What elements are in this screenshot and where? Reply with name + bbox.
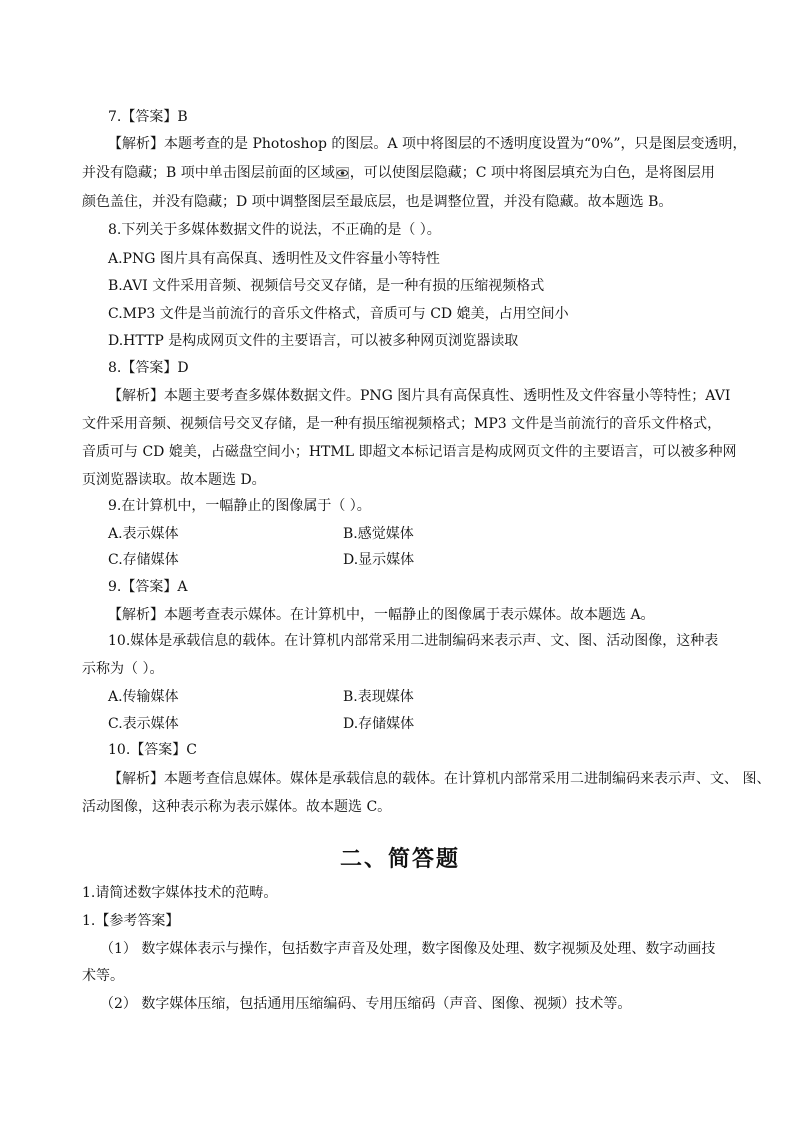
s2-item1-line2: 术等。: [82, 968, 124, 984]
q8-option-a: A.PNG 图片具有高保真、透明性及文件容量小等特性: [108, 251, 440, 267]
q7-analysis-line2a: 并没有隐藏；B 项中单击图层前面的区域: [82, 165, 335, 181]
q8-question: 8.下列关于多媒体数据文件的说法，不正确的是（ ）。: [108, 222, 441, 238]
q8-option-d: D.HTTP 是构成网页文件的主要语言，可以被多种网页浏览器读取: [108, 333, 519, 349]
q8-option-b: B.AVI 文件采用音频、视频信号交叉存储，是一种有损的压缩视频格式: [108, 278, 545, 294]
q8-option-c: C.MP3 文件是当前流行的音乐文件格式，音质可与 CD 媲美，占用空间小: [108, 306, 569, 322]
q8-analysis-line3: 音质可与 CD 媲美，占磁盘空间小；HTML 即超文本标记语言是构成网页文件的主要语言，可以被多种网: [82, 444, 737, 460]
q9-option-a: A.表示媒体: [108, 526, 179, 542]
eye-icon: [336, 167, 349, 179]
q8-answer: 8.【答案】D: [108, 360, 189, 376]
q10-analysis-line1: 【解析】本题考查信息媒体。媒体是承载信息的载体。在计算机内部常采用二进制编码来表示声、文、 图、: [108, 771, 771, 787]
q8-analysis-line4: 页浏览器读取。故本题选 D。: [82, 472, 266, 488]
s2-q1-question: 1.请简述数字媒体技术的范畴。: [82, 885, 278, 901]
q10-question-line1: 10.媒体是承载信息的载体。在计算机内部常采用二进制编码来表示声、文、图、活动图像，这种表: [108, 633, 719, 649]
q9-option-c: C.存储媒体: [108, 552, 179, 568]
q8-analysis-line2: 文件采用音频、视频信号交叉存储，是一种有损压缩视频格式；MP3 文件是当前流行的音乐文件格式，: [82, 416, 722, 432]
q10-option-d: D.存储媒体: [343, 716, 415, 732]
q9-option-b: B.感觉媒体: [343, 526, 414, 542]
q9-analysis: 【解析】本题考查表示媒体。在计算机中，一幅静止的图像属于表示媒体。故本题选 A。: [108, 607, 655, 623]
q9-answer: 9.【答案】A: [108, 579, 188, 595]
q7-analysis-line2b: ，可以使图层隐藏；C 项中将图层填充为白色，是将图层用: [349, 165, 715, 181]
q10-question-line2: 示称为（ ）。: [82, 661, 164, 677]
q9-option-d: D.显示媒体: [343, 552, 415, 568]
q10-option-a: A.传输媒体: [108, 689, 179, 705]
q7-analysis-line3: 颜色盖住，并没有隐藏；D 项中调整图层至最底层，也是调整位置，并没有隐藏。故本题选 B。: [82, 194, 673, 210]
q7-analysis-line2: [82, 164, 715, 182]
q7-answer: 7.【答案】B: [108, 109, 188, 125]
s2-item1-line1: （1） 数字媒体表示与操作，包括数字声音及处理，数字图像及处理、数字视频及处理、数字动画技: [100, 941, 716, 957]
q10-option-b: B.表现媒体: [343, 689, 414, 705]
q7-analysis-line1: 【解析】本题考查的是 Photoshop 的图层。A 项中将图层的不透明度设置为“0%”，只是图层变透明，: [108, 136, 747, 152]
q10-analysis-line2: 活动图像，这种表示称为表示媒体。故本题选 C。: [82, 799, 392, 815]
q10-option-c: C.表示媒体: [108, 716, 179, 732]
section-heading: 二、简答题: [339, 847, 460, 872]
q8-analysis-line1: 【解析】本题主要考查多媒体数据文件。PNG 图片具有高保真性、透明性及文件容量小等特性；AVI: [108, 388, 731, 404]
s2-q1-ref-answer: 1.【参考答案】: [82, 913, 180, 929]
q10-answer: 10.【答案】C: [108, 742, 197, 758]
s2-item2: （2） 数字媒体压缩，包括通用压缩编码、专用压缩码（声音、图像、视频）技术等。: [100, 996, 632, 1012]
q9-question: 9.在计算机中，一幅静止的图像属于（ ）。: [108, 498, 371, 514]
